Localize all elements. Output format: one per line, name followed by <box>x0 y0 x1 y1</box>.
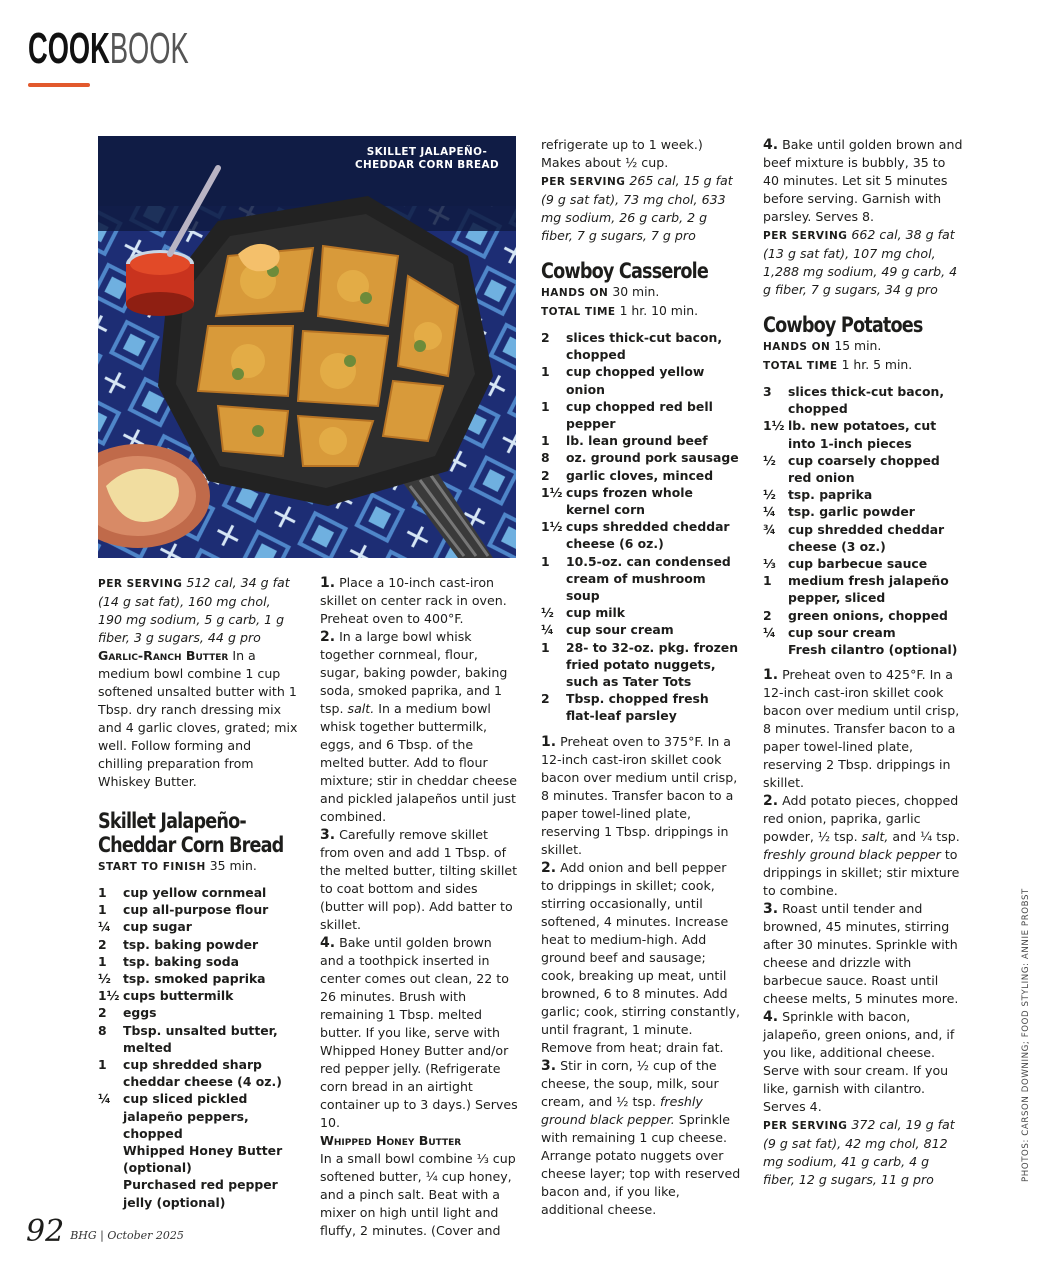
cookbook-logo: COOKBOOK <box>28 24 189 73</box>
ingredient-item: ½ cup milk <box>541 605 625 621</box>
corn-bread-step-3: 3. Carefully remove skillet from oven and add 1 Tbsp. of the melted butter, tilting skillet to coat bottom and sides (butter will pop). Add batter to skillet. <box>320 827 518 932</box>
column-1 <box>98 574 298 1211</box>
potatoes-step-1: 1. Preheat oven to 425°F. In a 12-inch cast-iron skillet cook bacon over medium until crisp, 8 minutes. Transfer bacon to a paper towel-lined plate, reserving 2 Tbsp. drippings in skillet. <box>763 667 960 791</box>
ingredient-item: ⅓ cup barbecue sauce <box>763 556 928 572</box>
ingredient-item: 1 lb. lean ground beef <box>541 433 708 449</box>
casserole-nutrition: PER SERVING 662 cal, 38 g fat (13 g sat fat), 107 mg chol, 1,288 mg sodium, 49 g carb, 4 g fiber, 7 g sugars, 34 g pro <box>763 227 958 297</box>
ingredient-item: ¼ cup sour cream <box>541 622 674 638</box>
ingredient-item: 1 medium fresh jalapeño pepper, sliced <box>763 573 949 606</box>
ingredient-item: ¾ cup shredded cheddar cheese (3 oz.) <box>763 521 945 554</box>
honey-butter-continued: refrigerate up to 1 week.) Makes about ½ cup. <box>541 137 703 170</box>
ingredient-item: 2 green onions, chopped <box>763 607 948 623</box>
logo-underline <box>28 83 90 87</box>
photo-credit: PHOTOS: CARSON DOWNING; FOOD STYLING: ANNIE PROBST <box>1021 888 1031 1182</box>
ingredient-item: Whipped Honey Butter (optional) <box>123 1143 283 1176</box>
ingredient-item: 1½ cups frozen whole kernel corn <box>541 484 693 518</box>
publication-info: BHG | October 2025 <box>70 1229 184 1242</box>
ingredient-item: ¼ cup sliced pickled jalapeño peppers, chopped <box>98 1091 249 1141</box>
page-footer <box>26 1216 184 1248</box>
corn-bread-ingredients <box>98 884 298 1211</box>
photo-caption: SKILLET JALAPEÑO-CHEDDAR CORN BREAD <box>355 146 499 172</box>
garlic-ranch-butter: Garlic-Ranch Butter In a medium bowl combine 1 cup softened unsalted butter with 1 Tbsp. dry ranch dressing mix and 4 garlic cloves, grated; mix well. Follow forming and chilling preparation from Whiskey Butter. <box>98 648 298 789</box>
ingredient-item: 1 cup chopped red bell pepper <box>541 398 713 432</box>
potatoes-step-2: 2. Add potato pieces, chopped red onion, paprika, garlic powder, ½ tsp. salt, and ¼ tsp. freshly ground black pepper to drippings in skillet; stir mixture to combine. <box>763 793 960 899</box>
ingredient-item: Fresh cilantro (optional) <box>788 642 958 658</box>
ingredient-item: 1½ lb. new potatoes, cut into 1-inch pieces <box>763 418 937 451</box>
cowboy-casserole-title: Cowboy Casserole <box>541 259 708 283</box>
column-2 <box>320 574 518 1240</box>
casserole-step-1: 1. Preheat oven to 375°F. In a 12-inch cast-iron skillet cook bacon over medium until crisp, 8 minutes. Transfer bacon to a paper towel-lined plate, reserving 1 Tbsp. drippings in skillet. <box>541 733 738 857</box>
ingredient-item: 1½ cups shredded cheddar cheese (6 oz.) <box>541 519 730 552</box>
casserole-ingredients <box>541 329 741 725</box>
ingredient-item: 3 slices thick-cut bacon, chopped <box>763 384 945 417</box>
ingredient-item: 2 Tbsp. chopped fresh flat-leaf parsley <box>541 691 709 724</box>
ingredient-item: 8 Tbsp. unsalted butter, melted <box>98 1022 278 1055</box>
ingredient-item: 2 garlic cloves, minced <box>541 467 714 483</box>
corn-bread-step-2: 2. In a large bowl whisk together cornmeal, flour, sugar, baking powder, baking soda, smoked paprika, and 1 tsp. salt. In a medium bowl whisk together buttermilk, eggs, and 6 Tbsp. of the melted butter. Add to flour mixture; stir in cheddar cheese and pickled jalapeños until just combined. <box>320 629 517 824</box>
whipped-honey-butter-text: In a small bowl combine ⅓ cup softened butter, ¼ cup honey, and a pinch salt. Beat with a mixer on high until light and fluffy, 2 minutes. (Cover and <box>320 1151 516 1238</box>
column-4 <box>763 136 963 1189</box>
ingredient-item: ½ tsp. smoked paprika <box>98 971 266 987</box>
corn-bread-title: Skillet Jalapeño- Cheddar Corn Bread <box>98 809 284 857</box>
ingredient-item: ¼ cup sour cream <box>763 624 896 640</box>
ingredient-item: 1 cup all-purpose flour <box>98 902 269 918</box>
ingredient-item: Purchased red pepper jelly (optional) <box>123 1177 278 1210</box>
skillet-illustration <box>98 136 516 558</box>
ingredient-item: ¼ cup sugar <box>98 919 192 935</box>
potatoes-step-3: 3. Roast until tender and browned, 45 minutes, stirring after 30 minutes. Sprinkle with cheese and drizzle with barbecue sauce. Roast until cheese melts, 5 minutes more. <box>763 901 959 1007</box>
casserole-step-3: 3. Stir in corn, ½ cup of the cheese, the soup, milk, sour cream, and ½ tsp. freshly ground black pepper. Sprinkle with remaining 1 cup cheese. Arrange potato nuggets over cheese layer; top with reserved bacon and, if you like, additional cheese. <box>541 1057 741 1217</box>
potatoes-nutrition: PER SERVING 372 cal, 19 g fat (9 g sat fat), 42 mg chol, 812 mg sodium, 41 g carb, 4 g fiber, 12 g sugars, 11 g pro <box>763 1117 955 1188</box>
casserole-step-2: 2. Add onion and bell pepper to drippings in skillet; cook, stirring occasionally, until softened, 4 minutes. Increase heat to medium-high. Add ground beef and sausage; cook, breaking up meat, until browned, 6 to 8 minutes. Add garlic; cook, stirring constantly, until fragrant, 1 minute. Remove from heat; drain fat. <box>541 859 741 1055</box>
ingredient-item: 1 tsp. baking soda <box>98 953 240 969</box>
casserole-total-time: TOTAL TIME 1 hr. 10 min. <box>541 303 699 318</box>
ingredient-item: 1 cup yellow cornmeal <box>98 885 267 900</box>
ingredient-item: 1 cup shredded sharp cheddar cheese (4 oz.) <box>98 1057 282 1090</box>
corn-bread-step-4: 4. Bake until golden brown and a toothpick inserted in center comes out clean, 22 to 26 minutes. Brush with remaining 1 Tbsp. melted butter. If you like, serve with Whipped Honey Butter and/or red pepper jelly. (Refrigerate corn bread in an airtight container up to 3 days.) Serves 10. <box>320 935 518 1130</box>
ingredient-item: ½ tsp. paprika <box>763 487 873 503</box>
potatoes-hands-on: HANDS ON 15 min. <box>763 338 882 353</box>
ingredient-item: ½ cup coarsely chopped red onion <box>763 452 940 486</box>
column-3 <box>541 136 741 1219</box>
ingredient-item: 2 slices thick-cut bacon, chopped <box>541 330 723 363</box>
corn-bread-photo <box>98 136 516 558</box>
casserole-hands-on: HANDS ON 30 min. <box>541 284 660 299</box>
ingredient-item: 1½ cups buttermilk <box>98 988 234 1004</box>
casserole-step-4: 4. Bake until golden brown and beef mixture is bubbly, 35 to 40 minutes. Let sit 5 minutes before serving. Garnish with parsley. Serves 8. <box>763 137 963 224</box>
ingredient-item: ¼ tsp. garlic powder <box>763 504 915 520</box>
page-number: 92 <box>26 1214 65 1249</box>
corn-bread-step-1: 1. Place a 10-inch cast-iron skillet on center rack in oven. Preheat oven to 400°F. <box>320 575 507 626</box>
potatoes-step-4: 4. Sprinkle with bacon, jalapeño, green onions, and, if you like, additional cheese. Serve with sour cream. If you like, garnish with cilantro. Serves 4. <box>763 1009 955 1115</box>
cowboy-potatoes-title: Cowboy Potatoes <box>763 313 923 337</box>
section-header <box>28 26 287 90</box>
ingredient-item: 2 eggs <box>98 1005 157 1021</box>
ingredient-item: 1 10.5-oz. can condensed cream of mushroom soup <box>541 553 731 604</box>
corn-bread-nutrition: PER SERVING 512 cal, 34 g fat (14 g sat fat), 160 mg chol, 190 mg sodium, 5 g carb, 1 g fiber, 3 g sugars, 44 g pro <box>98 575 290 645</box>
corn-bread-time: START TO FINISH 35 min. <box>98 858 257 873</box>
ingredient-item: 1 cup chopped yellow onion <box>541 364 705 397</box>
potatoes-total-time: TOTAL TIME 1 hr. 5 min. <box>763 357 913 372</box>
ingredient-item: 1 28- to 32-oz. pkg. frozen fried potato nuggets, such as Tater Tots <box>541 639 739 690</box>
honey-butter-nutrition: PER SERVING 265 cal, 15 g fat (9 g sat fat), 73 mg chol, 633 mg sodium, 26 g carb, 2 g fiber, 7 g sugars, 7 g pro <box>541 173 733 243</box>
ingredient-item: 8 oz. ground pork sausage <box>541 450 739 466</box>
whipped-honey-butter-title: Whipped Honey Butter <box>320 1133 462 1148</box>
potatoes-ingredients <box>763 383 963 658</box>
ingredient-item: 2 tsp. baking powder <box>98 936 259 952</box>
